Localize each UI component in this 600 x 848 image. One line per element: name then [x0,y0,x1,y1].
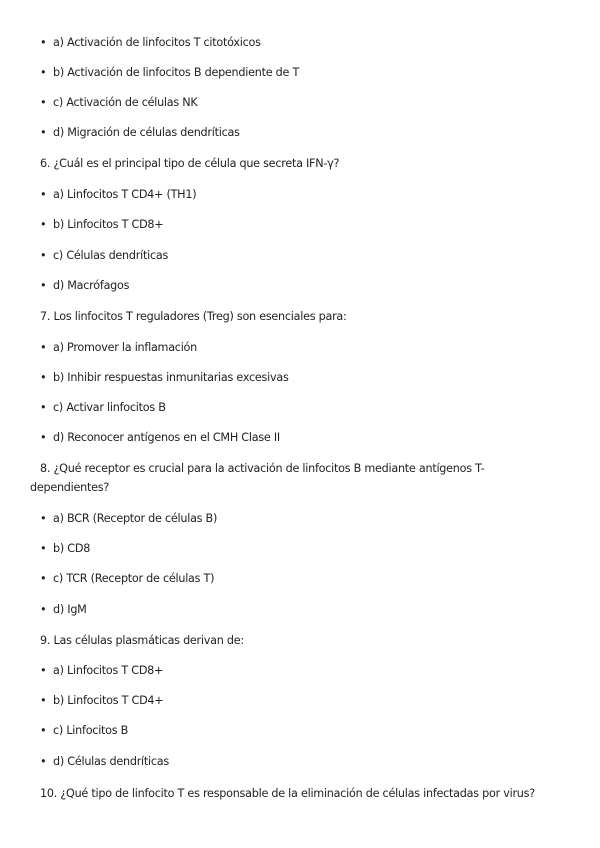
bullet-icon: • [40,36,47,49]
bullet-icon: • [40,603,47,616]
question-6-text: 6. ¿Cuál es el principal tipo de célula que secreta IFN-γ? [40,157,340,170]
list-item [40,187,196,203]
q8-option-d: d) IgM [53,603,87,616]
list-item [40,248,168,264]
list-item [40,370,289,386]
q6-option-d: d) Macrófagos [53,279,130,292]
q8-option-a: a) BCR (Receptor de células B) [53,512,218,525]
list-item [40,693,163,709]
q7-option-c: c) Activar linfocitos B [53,401,166,414]
q6-option-a: a) Linfocitos T CD4+ (TH1) [53,188,197,201]
bullet-icon: • [40,371,47,384]
q7-option-a: a) Promover la inflamación [53,341,197,354]
list-item [40,340,197,356]
list-item [40,95,197,111]
bullet-icon: • [40,694,47,707]
bullet-icon: • [40,401,47,414]
question-7-text: 7. Los linfocitos T reguladores (Treg) son esenciales para: [40,310,347,323]
q9-option-d: d) Células dendríticas [53,755,169,768]
q9-option-b: b) Linfocitos T CD4+ [53,694,164,707]
list-item [40,511,217,527]
q7-option-d: d) Reconocer antígenos en el CMH Clase II [53,431,280,444]
bullet-icon: • [40,724,47,737]
q6-option-b: b) Linfocitos T CD8+ [53,218,164,231]
bullet-icon: • [40,66,47,79]
list-item [40,65,299,81]
bullet-icon: • [40,96,47,109]
q9-option-c: c) Linfocitos B [53,724,129,737]
bullet-icon: • [40,218,47,231]
bullet-icon: • [40,755,47,768]
q6-option-c: c) Células dendríticas [53,249,169,262]
list-item [40,602,87,618]
bullet-icon: • [40,664,47,677]
q8-option-c: c) TCR (Receptor de células T) [53,572,215,585]
bullet-icon: • [40,431,47,444]
bullet-icon: • [40,341,47,354]
list-item [40,663,163,679]
list-item [40,278,129,294]
bullet-icon: • [40,249,47,262]
q5-option-c: c) Activación de células NK [53,96,198,109]
list-item [40,723,128,739]
q5-option-b: b) Activación de linfocitos B dependiente de T [53,66,300,79]
list-item [40,217,163,233]
list-item [40,754,169,770]
list-item [40,125,240,141]
q8-option-b: b) CD8 [53,542,91,555]
q5-option-d: d) Migración de células dendríticas [53,126,240,139]
list-item [40,430,280,446]
q5-option-a: a) Activación de linfocitos T citotóxicos [53,36,261,49]
bullet-icon: • [40,188,47,201]
question-10-text: 10. ¿Qué tipo de linfocito T es responsable de la eliminación de células infectadas por virus? [40,787,535,800]
bullet-icon: • [40,542,47,555]
q7-option-b: b) Inhibir respuestas inmunitarias excesivas [53,371,289,384]
question-9-text: 9. Las células plasmáticas derivan de: [40,634,244,647]
bullet-icon: • [40,572,47,585]
question-8-text-line2: dependientes? [30,481,110,494]
list-item [40,400,166,416]
list-item [40,571,214,587]
bullet-icon: • [40,512,47,525]
bullet-icon: • [40,126,47,139]
list-item [40,35,261,51]
q9-option-a: a) Linfocitos T CD8+ [53,664,164,677]
question-8-text-line1: 8. ¿Qué receptor es crucial para la activación de linfocitos B mediante antígenos T- [40,462,485,475]
bullet-icon: • [40,279,47,292]
list-item [40,541,90,557]
